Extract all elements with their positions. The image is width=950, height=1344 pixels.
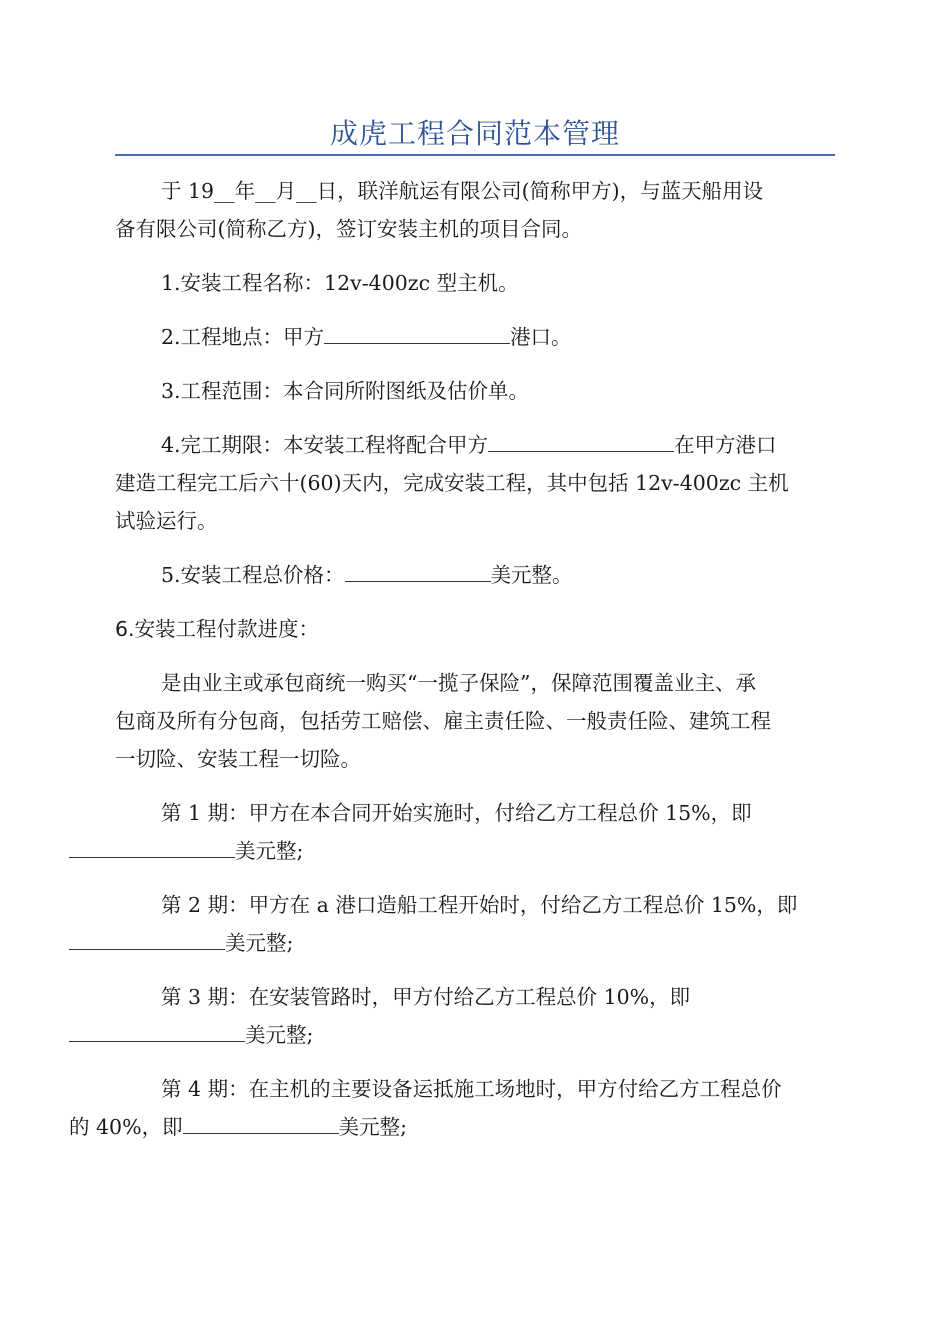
item-1 [115, 264, 830, 302]
item-4 [115, 426, 830, 540]
item-4-label: 4.完工期限：本安装工程将配合甲方 [161, 433, 489, 457]
item-3 [115, 372, 830, 410]
document-body [69, 172, 830, 1162]
blank-line [69, 835, 235, 858]
phase-4-prefix: 的 40%，即 [69, 1115, 183, 1139]
blank-line [345, 559, 491, 582]
intro-paragraph [115, 172, 830, 248]
phase-4-suffix: 美元整; [338, 1115, 408, 1139]
item-2-suffix: 港口。 [510, 325, 572, 349]
blank-line [183, 1111, 339, 1134]
item-5-label: 5.安装工程总价格： [161, 563, 345, 587]
phase-3 [115, 978, 830, 1054]
phase-2-suffix: 美元整; [225, 931, 294, 955]
insurance-line-2: 包商及所有分包商，包括劳工赔偿、雇主责任险、一般责任险、建筑工程 [115, 709, 771, 733]
item-6 [115, 610, 830, 648]
insurance-paragraph [115, 664, 830, 778]
phase-3-suffix: 美元整; [245, 1023, 314, 1047]
blank-line [69, 1019, 245, 1042]
item-3-text: 3.工程范围：本合同所附图纸及估价单。 [161, 379, 530, 403]
blank-line [488, 429, 674, 452]
phase-2 [115, 886, 830, 962]
item-4-mid: 在甲方港口 [674, 433, 777, 457]
phase-4-line: 第 4 期：在主机的主要设备运抵施工场地时，甲方付给乙方工程总价 [161, 1077, 782, 1101]
document-title: 成虎工程合同范本管理 [329, 117, 620, 150]
item-2 [115, 318, 830, 356]
intro-line-1: 于 19__年__月__日，联洋航运有限公司(简称甲方)，与蓝天船用设 [161, 179, 764, 203]
insurance-line-3: 一切险、安装工程一切险。 [115, 747, 361, 771]
phase-2-line: 第 2 期：甲方在 a 港口造船工程开始时，付给乙方工程总价 15%，即 [161, 893, 798, 917]
blank-line [324, 321, 510, 344]
item-4-line-3: 试验运行。 [115, 509, 218, 533]
phase-1-line: 第 1 期：甲方在本合同开始实施时，付给乙方工程总价 15%，即 [161, 801, 752, 825]
item-4-line-2: 建造工程完工后六十(60)天内，完成安装工程，其中包括 12v-400zc 主机 [115, 471, 789, 495]
item-1-text: 1.安装工程名称：12v-400zc 型主机。 [161, 271, 519, 295]
item-6-text: 6.安装工程付款进度： [115, 617, 320, 641]
intro-line-2: 备有限公司(简称乙方)，签订安装主机的项目合同。 [115, 217, 582, 241]
phase-1 [115, 794, 830, 870]
insurance-line-1: 是由业主或承包商统一购买“一揽子保险”，保障范围覆盖业主、承 [161, 671, 756, 695]
phase-4 [69, 1070, 830, 1146]
item-2-label: 2.工程地点：甲方 [161, 325, 325, 349]
blank-line [69, 927, 225, 950]
phase-1-suffix: 美元整; [235, 839, 304, 863]
item-5-suffix: 美元整。 [490, 563, 573, 587]
item-5 [115, 556, 830, 594]
title-underline [115, 154, 835, 156]
phase-3-line: 第 3 期：在安装管路时，甲方付给乙方工程总价 10%，即 [161, 985, 691, 1009]
